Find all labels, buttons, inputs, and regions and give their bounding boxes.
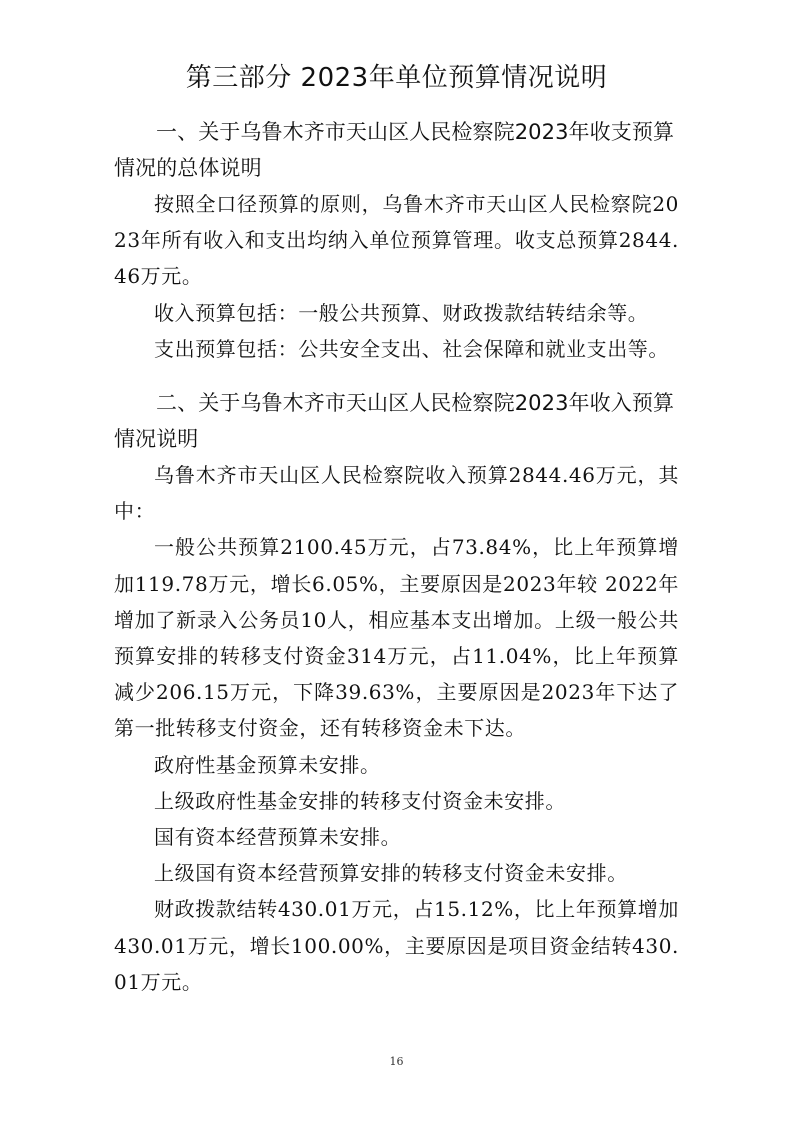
section-1-paragraph-1: 按照全口径预算的原则，乌鲁木齐市天山区人民检察院2023年所有收入和支出均纳入单位预算管理。收支总预算2844.46万元。 (114, 192, 679, 289)
page-title: 第三部分 2023年单位预算情况说明 (185, 63, 608, 93)
page-number: 16 (389, 1055, 404, 1068)
section-1-paragraph-2: 收入预算包括：一般公共预算、财政拨款结转结余等。 (154, 300, 649, 325)
section-2-paragraph-5: 国有资本经营预算未安排。 (154, 825, 402, 850)
section-2-paragraph-7: 财政拨款结转430.01万元，占15.12%，比上年预算增加430.01万元，增长100.00%，主要原因是项目资金结转430.01万元。 (114, 897, 679, 994)
document-body (114, 114, 679, 1000)
section-1-paragraph-3: 支出预算包括：公共安全支出、社会保障和就业支出等。 (154, 336, 669, 361)
section-2-paragraph-4: 上级政府性基金安排的转移支付资金未安排。 (154, 788, 566, 813)
section-1-heading: 一、关于乌鲁木齐市天山区人民检察院2023年收支预算情况的总体说明 (114, 120, 675, 180)
section-2-paragraph-6: 上级国有资本经营预算安排的转移支付资金未安排。 (154, 861, 628, 886)
section-2-paragraph-3: 政府性基金预算未安排。 (154, 752, 381, 777)
section-2-paragraph-2: 一般公共预算2100.45万元，占73.84%，比上年预算增加119.78万元，增长6.05%，主要原因是2023年较 2022年增加了新录入公务员10人，相应基本支出增加。上级一般公共预算安排的转移支付资金314万元，占11.04%，比上年预算减少206.15万元，下降39.63%，主要原因是2023年下达了第一批转移支付资金，还有转移资金未下达。 (114, 535, 679, 741)
section-2-paragraph-1: 乌鲁木齐市天山区人民检察院收入预算2844.46万元，其中： (114, 463, 679, 524)
section-2-heading: 二、关于乌鲁木齐市天山区人民检察院2023年收入预算情况说明 (114, 391, 675, 452)
